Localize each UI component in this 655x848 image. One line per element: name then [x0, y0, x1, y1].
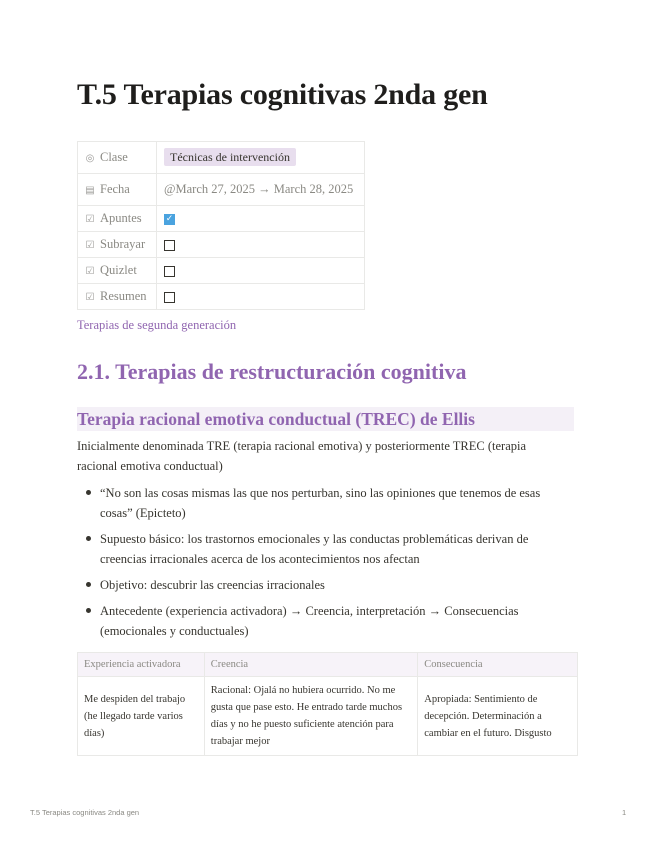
checkbox-property-icon: ☑ [85, 214, 95, 225]
property-key [78, 258, 157, 284]
table-cell: Apropiada: Sentimiento de decepción. Determinación a cambiar en el futuro. Disgusto [418, 677, 578, 756]
date-range[interactable]: @March 27, 2025 → March 28, 2025 [164, 182, 354, 196]
bullet-dot [86, 536, 91, 541]
resumen-checkbox[interactable] [164, 292, 175, 303]
property-row-clase [78, 142, 365, 174]
property-key [78, 232, 157, 258]
footer-page-number: 1 [622, 808, 627, 817]
bullet-dot [86, 608, 91, 613]
quizlet-checkbox[interactable] [164, 266, 175, 277]
property-row-subrayar [78, 232, 365, 258]
list-item-text: Objetivo: descubrir las creencias irracionales [100, 578, 325, 592]
table-cell: Racional: Ojalá no hubiera ocurrido. No me gusta que pase esto. He entrado tarde muchos días y no he puesto suficiente atención para trabajar mejor [204, 677, 417, 756]
list-item-text: “No son las cosas mismas las que nos perturban, sino las opiniones que tenemos de esas cosas” (Epicteto) [100, 486, 541, 520]
footer-doc-title: T.5 Terapias cognitivas 2nda gen [30, 808, 140, 817]
related-page-link[interactable]: Terapias de segunda generación [77, 318, 237, 332]
properties-table [77, 141, 365, 310]
page-title: T.5 Terapias cognitivas 2nda gen [77, 78, 488, 111]
bullet-dot [86, 490, 91, 495]
property-row-fecha [78, 174, 365, 206]
property-value [157, 258, 365, 284]
property-row-resumen [78, 284, 365, 310]
property-value [157, 206, 365, 232]
column-header: Experiencia activadora [78, 653, 205, 677]
list-item [77, 483, 555, 523]
property-key [78, 142, 157, 174]
table-row [78, 677, 578, 756]
list-item [77, 575, 555, 595]
property-row-apuntes [78, 206, 365, 232]
column-header: Consecuencia [418, 653, 578, 677]
column-header: Creencia [204, 653, 417, 677]
property-row-quizlet [78, 258, 365, 284]
checkbox-property-icon: ☑ [85, 266, 95, 277]
apuntes-checkbox[interactable]: ✓ [165, 213, 174, 224]
subrayar-checkbox[interactable] [164, 240, 175, 251]
table-header-row [78, 653, 578, 677]
property-key [78, 174, 157, 206]
bullet-dot [86, 582, 91, 587]
checkbox-property-icon: ☑ [85, 292, 95, 303]
property-label: Quizlet [100, 263, 137, 277]
property-label: Clase [100, 150, 128, 164]
property-key [78, 206, 157, 232]
abc-table [77, 652, 578, 756]
list-item [77, 529, 555, 569]
property-label: Subrayar [100, 237, 146, 251]
bullet-list [77, 483, 555, 647]
property-value [157, 284, 365, 310]
list-item [77, 601, 555, 641]
subsection-heading: Terapia racional emotiva conductual (TREC) de Ellis [77, 407, 574, 431]
list-item-text: Supuesto básico: los trastornos emocionales y las conductas problemáticas derivan de creencias irracionales acerca de los acontecimientos nos afectan [100, 532, 529, 566]
clase-tag[interactable]: Técnicas de intervención [164, 148, 296, 166]
target-icon: ◎ [85, 153, 95, 164]
calendar-icon: ▤ [85, 185, 95, 196]
checkbox-property-icon: ☑ [85, 240, 95, 251]
property-value[interactable] [157, 142, 365, 174]
property-label: Fecha [100, 182, 130, 196]
property-label: Apuntes [100, 211, 142, 225]
property-value[interactable] [157, 174, 365, 206]
intro-paragraph: Inicialmente denominada TRE (terapia racional emotiva) y posteriormente TREC (terapia racional emotiva conductual) [77, 439, 527, 473]
property-key [78, 284, 157, 310]
list-item-text: Antecedente (experiencia activadora) → Creencia, interpretación → Consecuencias (emocionales y conductuales) [100, 604, 519, 638]
property-value [157, 232, 365, 258]
property-label: Resumen [100, 289, 147, 303]
table-cell: Me despiden del trabajo (he llegado tarde varios días) [78, 677, 205, 756]
section-heading: 2.1. Terapias de restructuración cognitiva [77, 359, 467, 384]
